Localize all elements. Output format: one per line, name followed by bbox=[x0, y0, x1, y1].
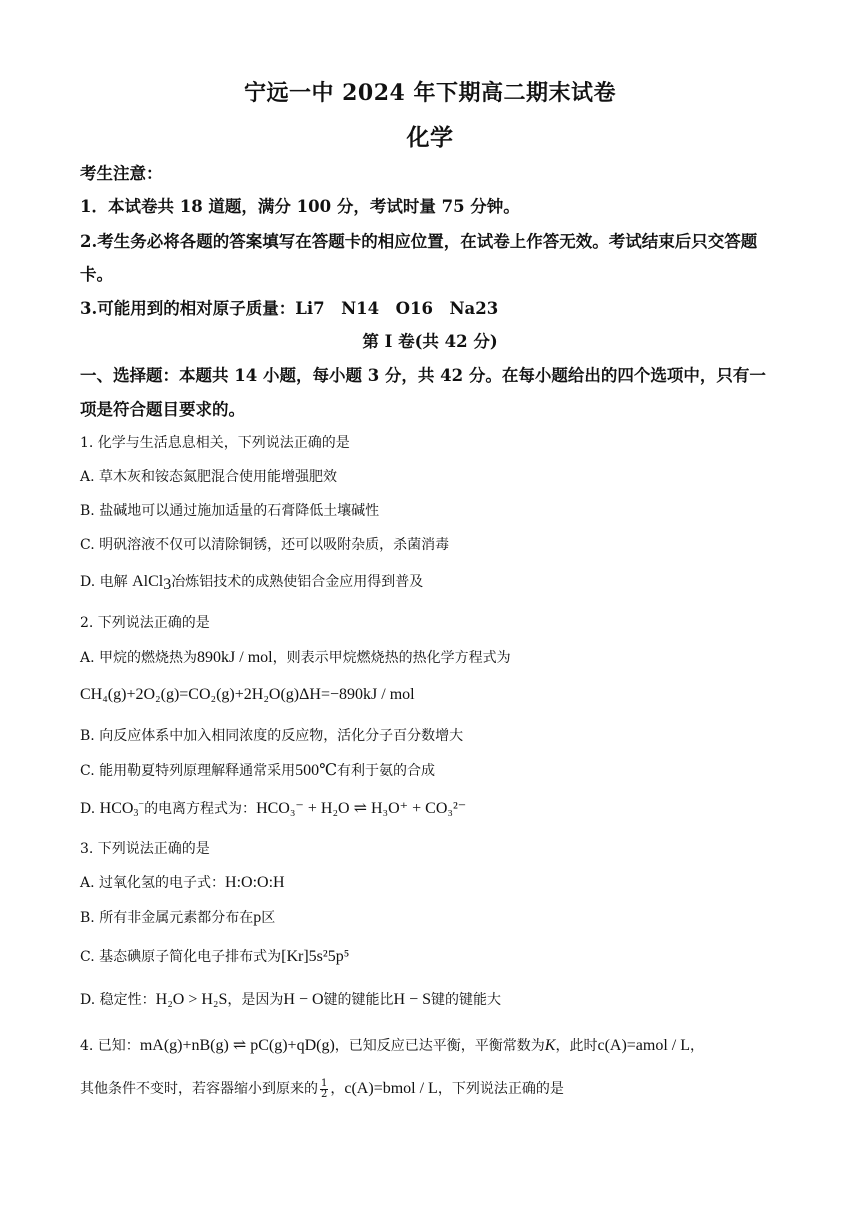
subject-title: 化学 bbox=[406, 124, 454, 151]
q1-option-d: D. 电解 AlCl$_3$冶炼铝技术的成熟使铝合金应用得到普及 bbox=[80, 573, 424, 593]
q2-option-b: B. 向反应体系中加入相同浓度的反应物，活化分子百分数增大 bbox=[80, 728, 464, 744]
notice-item-1: 1．本试卷共 18 道题，满分 100 分，考试时量 75 分钟。 bbox=[80, 197, 520, 216]
q2-equation: CH₄(g)+2O₂(g)=CO₂(g)+2H₂O(g)ΔH=−890kJ / mol bbox=[80, 686, 415, 703]
exam-title: 宁远一中 2024 年下期高二期末试卷 bbox=[243, 80, 617, 106]
q1-option-c: C. 明矾溶液不仅可以清除铜锈，还可以吸附杂质，杀菌消毒 bbox=[80, 537, 450, 553]
notice-item-2-line-2: 卡。 bbox=[80, 265, 113, 284]
part-heading-line-1: 一、选择题：本题共 14 小题，每小题 3 分，共 42 分。在每小题给出的四个选项中，只有一 bbox=[80, 366, 766, 385]
q2-option-d: D. $HCO_3^-$的电离方程式为：HCO₃⁻ + H₂O ⇌ H₃O⁺ + CO₃²⁻ bbox=[80, 799, 467, 819]
q2-stem: 2. 下列说法正确的是 bbox=[80, 615, 210, 631]
volume-heading: 第 I 卷(共 42 分) bbox=[362, 332, 498, 351]
q2-option-a: A. 甲烷的燃烧热为890kJ / mol，则表示甲烷燃烧热的热化学方程式为 bbox=[80, 649, 511, 666]
q3-stem: 3. 下列说法正确的是 bbox=[80, 841, 210, 857]
q4-stem-line-1: 4. 已知：mA(g)+nB(g) ⇌ pC(g)+qD(g)，已知反应已达平衡，平衡常数为K，此时c(A)=amol / L， bbox=[80, 1037, 705, 1054]
q4-stem-line-2: 其他条件不变时，若容器缩小到原来的 $\frac{1}{2}$ ，c(A)=bmol / L，下列说法正确的是 bbox=[80, 1077, 564, 1100]
notice-heading: 考生注意： bbox=[80, 164, 163, 183]
notice-item-3: 3.可能用到的相对原子质量：Li7 N14 O16 Na23 bbox=[80, 299, 499, 318]
q3-option-a: A. 过氧化氢的电子式：H:O:O:H bbox=[80, 874, 285, 891]
notice-item-2-line-1: 2.考生务必将各题的答案填写在答题卡的相应位置，在试卷上作答无效。考试结束后只交答题 bbox=[80, 232, 758, 251]
q1-stem: 1. 化学与生活息息相关，下列说法正确的是 bbox=[80, 435, 350, 451]
q3-option-d: D. 稳定性：H₂O > H₂S，是因为H − O键的键能比H − S键的键能大 bbox=[80, 991, 502, 1008]
q3-option-b: B. 所有非金属元素都分布在p区 bbox=[80, 909, 276, 926]
part-heading-line-2: 项是符合题目要求的。 bbox=[80, 400, 245, 419]
q2-option-c: C. 能用勒夏特列原理解释通常采用500℃有利于氨的合成 bbox=[80, 762, 436, 779]
fraction-one-half: $\frac{1}{2}$ bbox=[321, 1077, 328, 1100]
q1-option-a: A. 草木灰和铵态氮肥混合使用能增强肥效 bbox=[80, 469, 338, 485]
q3-option-c: C. 基态碘原子简化电子排布式为[Kr]5s²5p⁵ bbox=[80, 948, 350, 965]
q1-option-b: B. 盐碱地可以通过施加适量的石膏降低土壤碱性 bbox=[80, 503, 380, 519]
